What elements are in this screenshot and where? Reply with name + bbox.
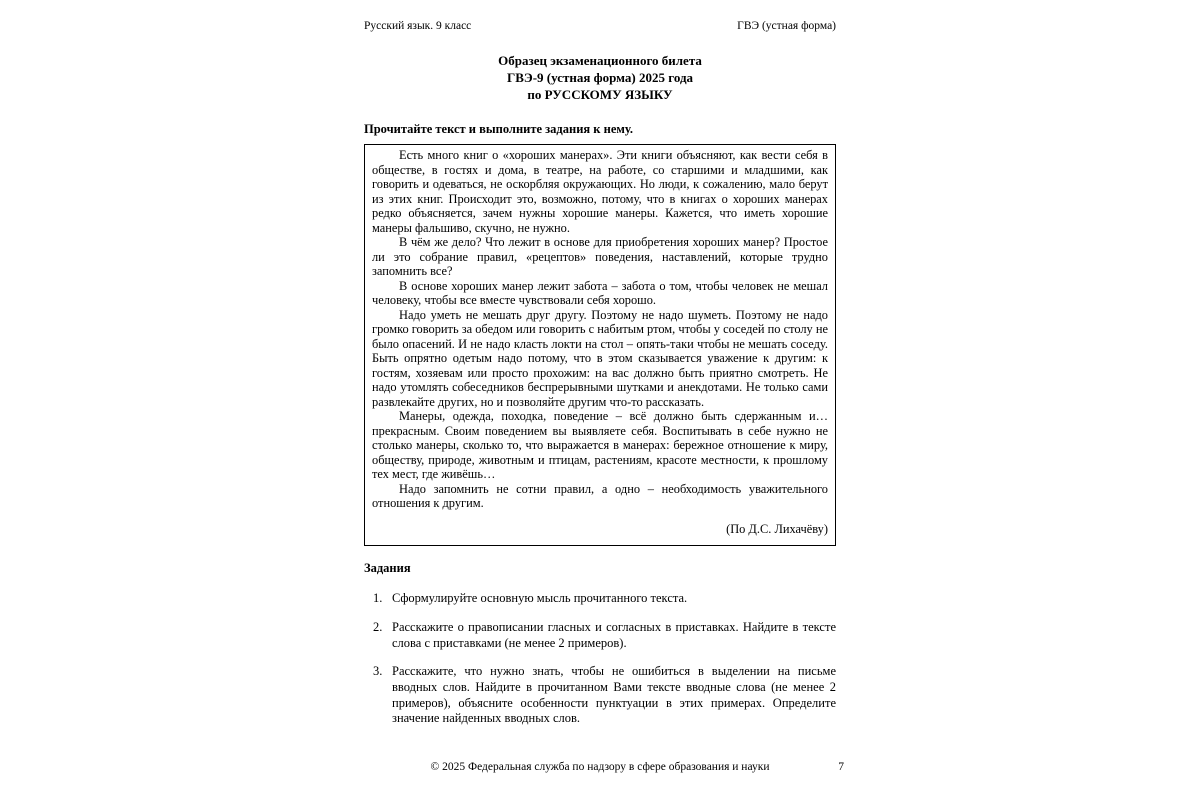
text-paragraph-5: Манеры, одежда, походка, поведение – всё должно быть сдержанным и… прекрасным. Своим поведением вы выявляете себя. Воспитывать в себе нужно не столько манеры, сколько то, что выражается в манерах: бережное отношение к миру, обществу, природе, животным и птицам, растениям, красоте местности, к прошлому тех мест, где живёшь… [372, 409, 828, 482]
text-paragraph-3: В основе хороших манер лежит забота – забота о том, чтобы человек не мешал человеку, чтобы все вместе чувствовали себя хорошо. [372, 278, 828, 308]
page-number: 7 [838, 761, 844, 773]
text-attribution: (По Д.С. Лихачёву) [726, 521, 828, 536]
tasks-list [364, 578, 836, 726]
task-text-2: Расскажите о правописании гласных и согласных в приставках. Найдите в тексте слова с приставками (не менее 2 примеров). [392, 620, 836, 650]
page-header [364, 20, 836, 34]
task-item-3 [364, 664, 836, 727]
text-paragraph-1: Есть много книг о «хороших манерах». Эти книги объясняют, как вести себя в обществе, в гостях и дома, в театре, на работе, со старшими и младшими, как говорить и одеваться, не оскорбляя окружающих. Но люди, к сожалению, мало берут из этих книг. Происходит это, возможно, потому, что в книгах о хороших манерах редко объясняется, зачем нужны хорошие манеры. Кажется, что иметь хорошие манеры фальшиво, скучно, не нужно. [372, 148, 828, 235]
text-paragraph-4: Надо уметь не мешать друг другу. Поэтому не надо шуметь. Поэтому не надо громко говорить за обедом или говорить с набитым ртом, чтобы у соседей по столу не было опасений. И не надо класть локти на стол – опять-таки чтобы не мешать соседу. Быть опрятно одетым надо потому, что в этом сказывается уважение к другим: к гостям, хозяевам или просто прохожим: на вас должно быть приятно смотреть. Не надо утомлять собеседников беспрерывными шутками и анекдотами. Не только сами развлекайте других, но и позволяйте другим что-то рассказать. [372, 307, 828, 409]
task-text-3: Расскажите, что нужно знать, чтобы не ошибиться в выделении на письме вводных слов. Найдите в прочитанном Вами тексте вводные слова (не менее 2 примеров), объясните особенности пунктуации в этих примерах. Определите значение найденных вводных слов. [392, 664, 836, 726]
header-exam-form-label: ГВЭ (устная форма) [737, 20, 836, 32]
task-number-2: 2. [373, 620, 383, 635]
page-footer [364, 761, 844, 800]
task-item-1 [364, 591, 836, 607]
document-title [364, 53, 836, 104]
text-paragraph-6: Надо запомнить не сотни правил, а одно – необходимость уважительного отношения к другим. [372, 481, 828, 511]
tasks-heading: Задания [364, 561, 411, 576]
task-number-3: 3. [373, 664, 383, 679]
text-paragraph-2: В чём же дело? Что лежит в основе для приобретения хороших манер? Простое ли это собрание правил, «рецептов» поведения, наставлений, которые трудно запомнить все? [372, 235, 828, 279]
document-page [364, 0, 844, 800]
task-text-1: Сформулируйте основную мысль прочитанного текста. [392, 591, 688, 606]
task-number-1: 1. [373, 591, 383, 606]
header-subject-label: Русский язык. 9 класс [364, 20, 472, 32]
title-line-3: по РУССКОМУ ЯЗЫКУ [527, 86, 673, 102]
instruction-text: Прочитайте текст и выполните задания к нему. [364, 122, 634, 137]
title-line-2: ГВЭ-9 (устная форма) 2025 года [506, 69, 694, 85]
footer-copyright: © 2025 Федеральная служба по надзору в сфере образования и науки [430, 761, 770, 773]
task-item-2 [364, 620, 836, 651]
title-line-1: Образец экзаменационного билета [498, 52, 702, 68]
reading-text-box [364, 144, 836, 546]
